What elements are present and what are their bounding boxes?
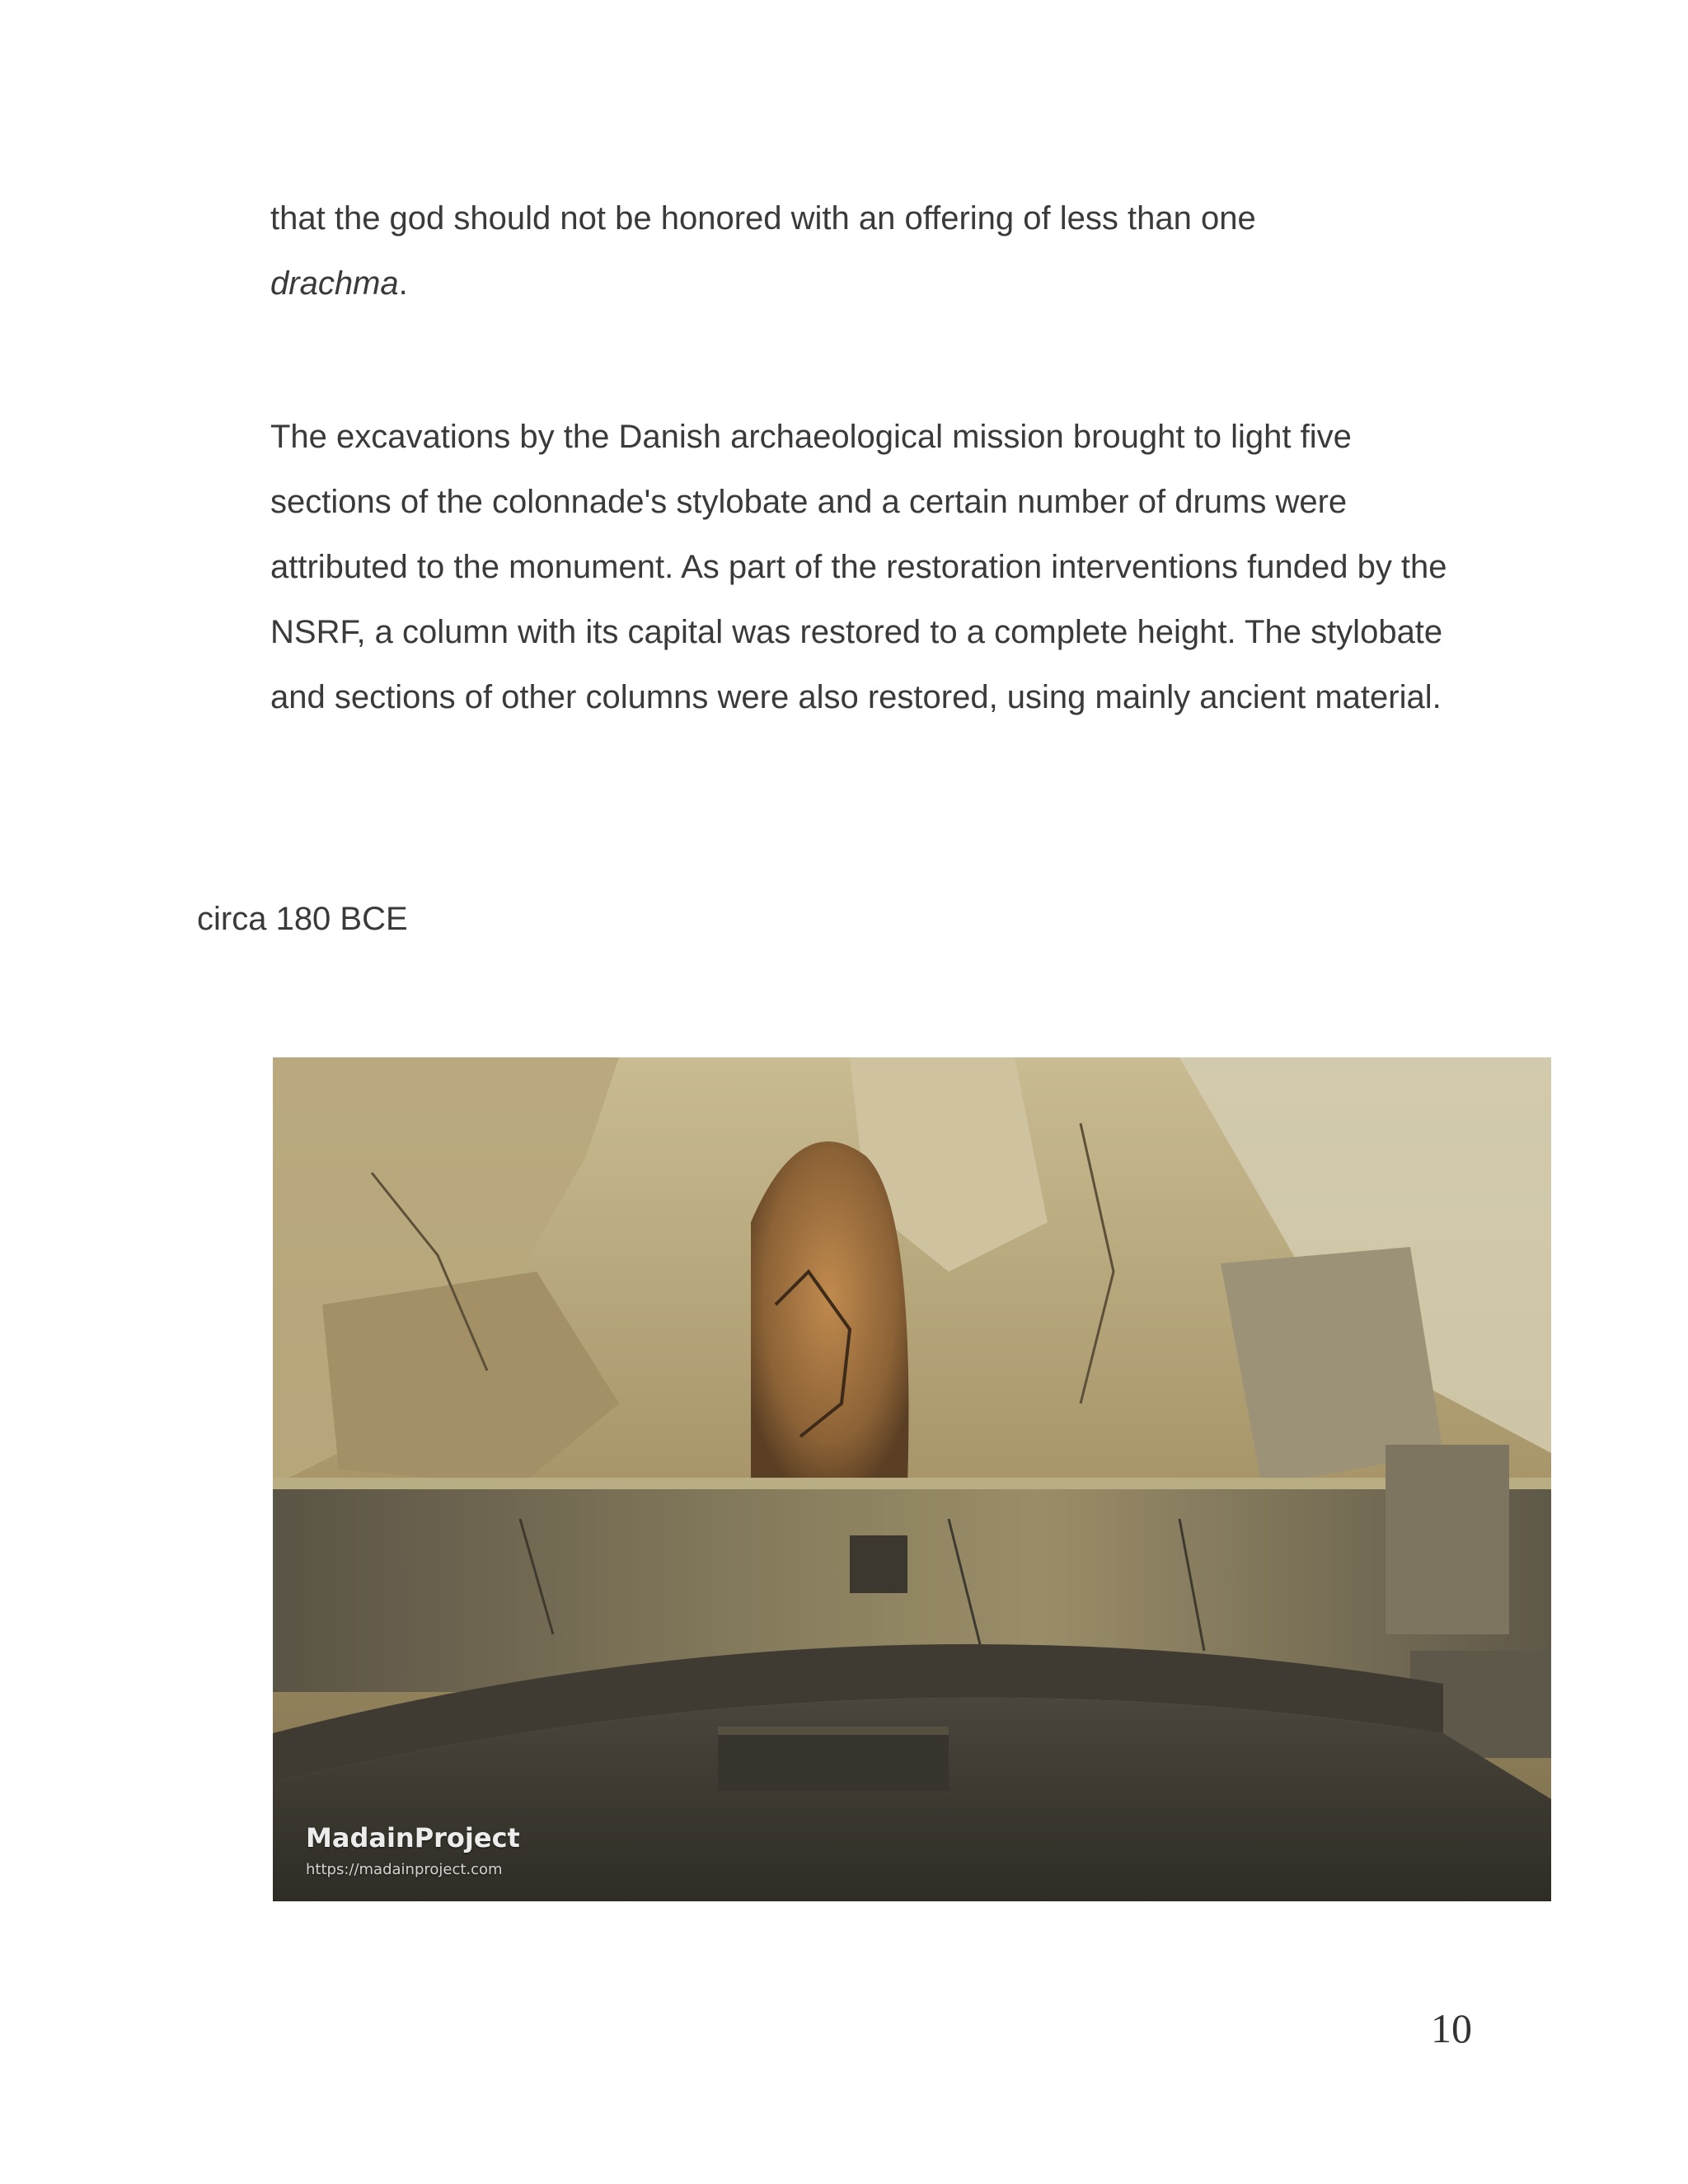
ruins-photo (273, 1057, 1551, 1901)
drachma-term: drachma (270, 265, 399, 302)
paragraph-excavations: The excavations by the Danish archaeological mission brought to light five sections of the colonnade's stylobate and a certain number of drums were attributed to the monument. As part of the restoration interventions funded by the NSRF, a column with its capital was restored to a complete height. The stylobate and sections of other columns were also restored, using mainly ancient material. (270, 419, 1447, 715)
watermark-title: MadainProject (306, 1822, 520, 1854)
date-caption: circa 180 BCE (197, 901, 408, 937)
page-number: 10 (1431, 2005, 1472, 2051)
paragraph-offering-end: . (398, 265, 408, 302)
paragraph-offering (270, 186, 1465, 316)
paragraph-offering-text: that the god should not be honored with an offering of less than one (270, 200, 1256, 237)
watermark-url: https://madainproject.com (306, 1861, 503, 1878)
ruins-photo-illustration (273, 1057, 1551, 1901)
